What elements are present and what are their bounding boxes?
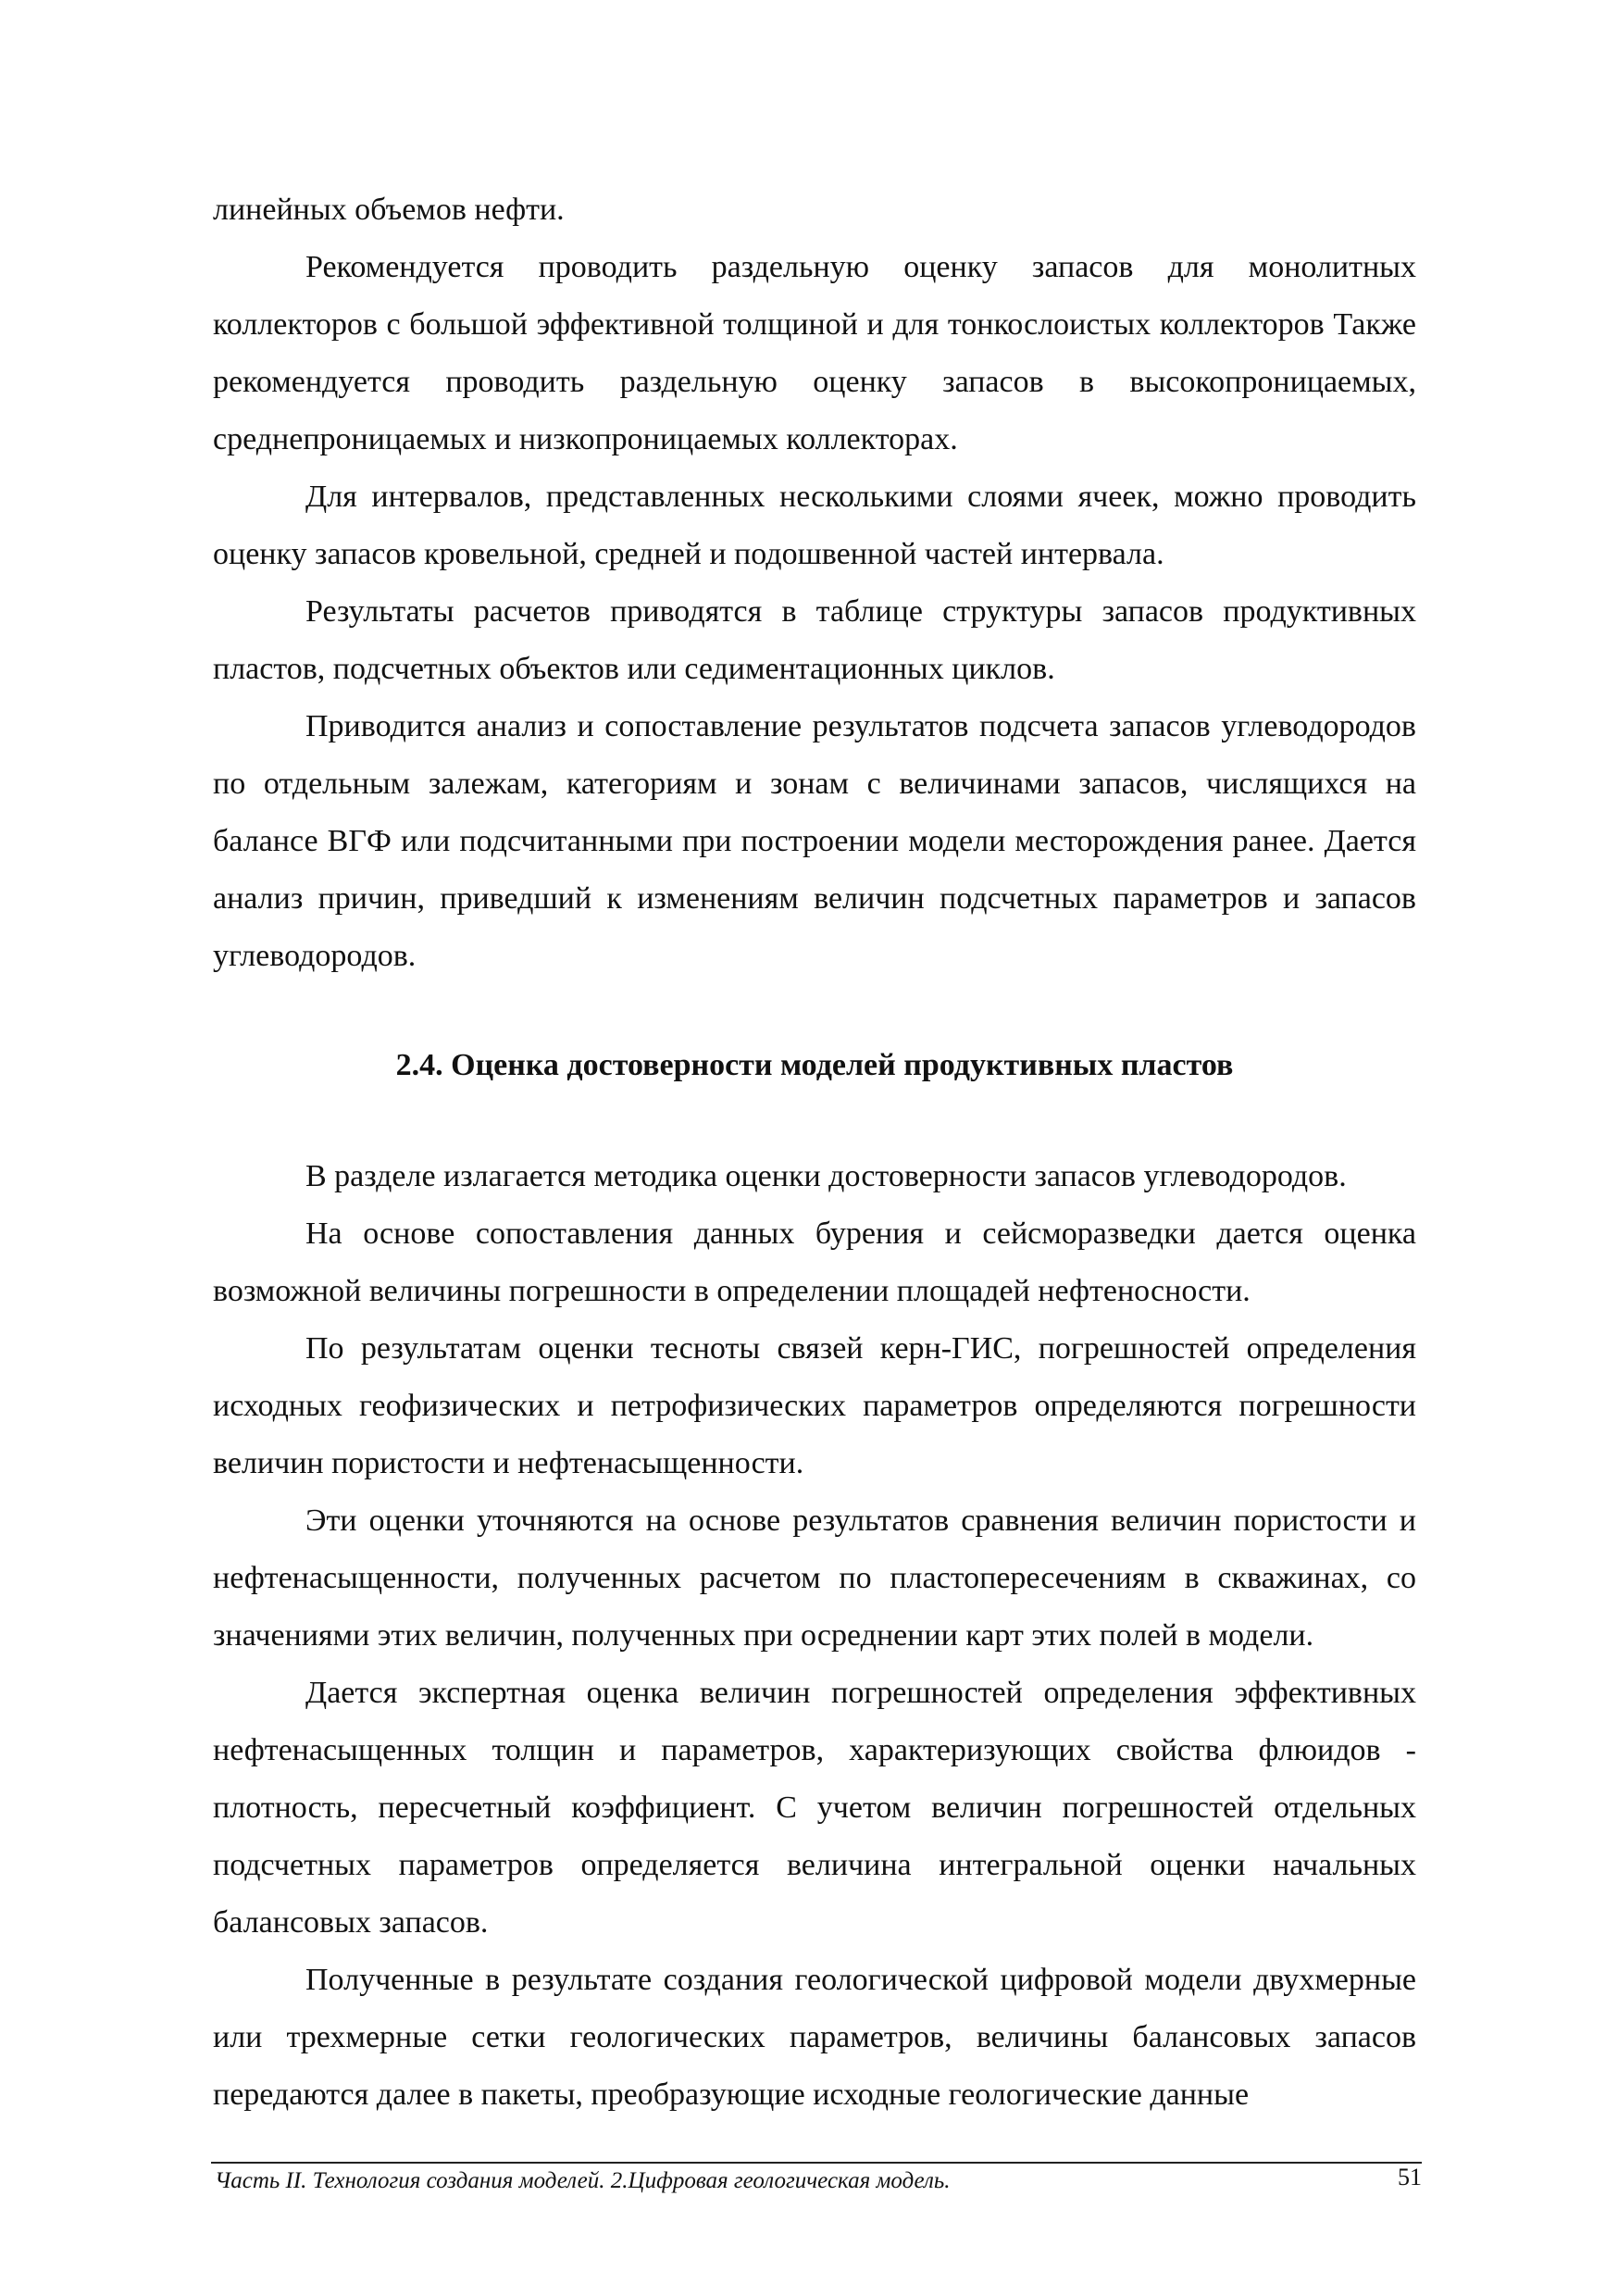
paragraph-results-table: Результаты расчетов приводятся в таблице структуры запасов продуктивных пластов, подсчетных объектов или седиментационных циклов.	[213, 594, 1416, 686]
paragraph-core-logging: По результатам оценки тесноты связей керн-ГИС, погрешностей определения исходных геофизических и петрофизических параметров определяются погрешности величин пористости и нефтенасыщенности.	[213, 1331, 1416, 1480]
footer-divider	[211, 2162, 1422, 2164]
section-heading: 2.4. Оценка достоверности моделей продуктивных пластов	[395, 1048, 1234, 1082]
paragraph-estimates-refined: Эти оценки уточняются на основе результатов сравнения величин пористости и нефтенасыщенности, полученных расчетом по пластопересечениям в скважинах, со значениями этих величин, полученных при осреднении карт этих полей в модели.	[213, 1504, 1416, 1653]
paragraph-grids-transfer: Полученные в результате создания геологической цифровой модели двухмерные или трехмерные сетки геологических параметров, величины балансовых запасов передаются далее в пакеты, преобразующие исходные геологические данные	[213, 1963, 1416, 2112]
paragraph-drilling-seismic: На основе сопоставления данных бурения и сейсморазведки дается оценка возможной величины погрешности в определении площадей нефтеносности.	[213, 1217, 1416, 1308]
body-text-lower	[213, 1148, 1416, 2124]
page-number: 51	[1398, 2164, 1422, 2190]
paragraph-section-intro: В разделе излагается методика оценки достоверности запасов углеводородов.	[305, 1159, 1347, 1193]
paragraph-intervals: Для интервалов, представленных несколькими слоями ячеек, можно проводить оценку запасов кровельной, средней и подошвенной частей интервала.	[213, 480, 1416, 571]
paragraph-analysis: Приводится анализ и сопоставление результатов подсчета запасов углеводородов по отдельным залежам, категориям и зонам с величинами запасов, числящихся на балансе ВГФ или подсчитанными при построении модели месторождения ранее. Дается анализ причин, приведший к изменениям величин подсчетных параметров и запасов углеводородов.	[213, 709, 1416, 973]
paragraph-expert-estimate: Дается экспертная оценка величин погрешностей определения эффективных нефтенасыщенных толщин и параметров, характеризующих свойства флюидов - плотность, пересчетный коэффициент. С учетом величин погрешностей отдельных подсчетных параметров определяется величина интегральной оценки начальных балансовых запасов.	[213, 1676, 1416, 1940]
body-text-upper	[213, 181, 1416, 985]
paragraph-continuation: линейных объемов нефти.	[213, 193, 565, 227]
paragraph-recommendation: Рекомендуется проводить раздельную оценку запасов для монолитных коллекторов с большой эффективной толщиной и для тонкослоистых коллекторов Также рекомендуется проводить раздельную оценку запасов в высокопроницаемых, среднепроницаемых и низкопроницаемых коллекторах.	[213, 250, 1416, 456]
footer-caption: Часть II. Технология создания моделей. 2.Цифровая геологическая модель.	[215, 2168, 951, 2193]
